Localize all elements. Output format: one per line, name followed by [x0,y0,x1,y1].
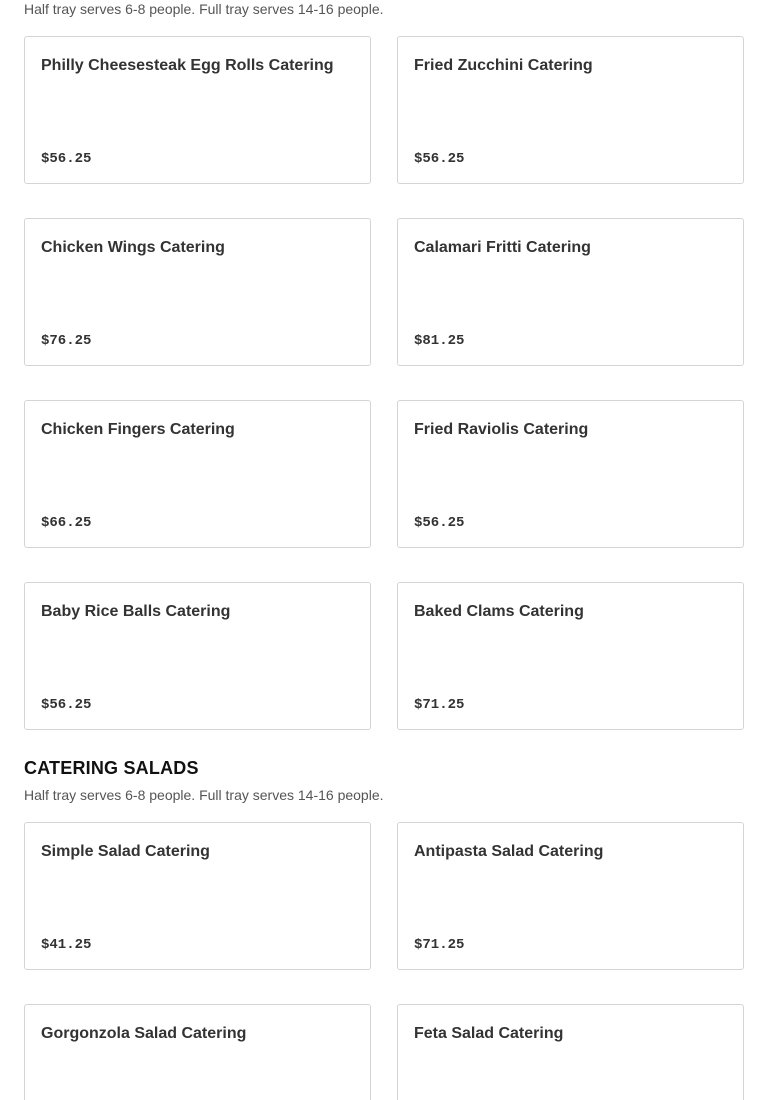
menu-item-price: $66.25 [41,515,92,531]
menu-item-price: $71.25 [414,697,465,713]
menu-item-card[interactable] [24,822,371,970]
menu-item-card[interactable] [24,400,371,548]
menu-item-card[interactable] [24,218,371,366]
menu-item-name: Baby Rice Balls Catering [41,603,231,620]
menu-item-card[interactable] [397,582,744,730]
menu-item-name: Antipasta Salad Catering [414,843,604,860]
menu-item-name: Baked Clams Catering [414,603,584,620]
menu-item-card[interactable] [397,400,744,548]
menu-item-card[interactable] [397,822,744,970]
menu-item-name: Gorgonzola Salad Catering [41,1025,247,1042]
menu-item-card[interactable] [397,1004,744,1100]
menu-item-name: Chicken Wings Catering [41,239,225,256]
menu-item-name: Fried Raviolis Catering [414,421,589,438]
section-description: Half tray serves 6-8 people. Full tray serves 14-16 people. [24,1,384,17]
menu-item-card[interactable] [397,218,744,366]
menu-item-price: $56.25 [414,515,465,531]
menu-item-price: $56.25 [41,697,92,713]
menu-item-card[interactable] [397,36,744,184]
menu-item-card[interactable] [24,582,371,730]
menu-item-price: $41.25 [41,937,92,953]
menu-item-name: Calamari Fritti Catering [414,239,591,256]
menu-item-name: Philly Cheesesteak Egg Rolls Catering [41,57,334,74]
menu-item-name: Feta Salad Catering [414,1025,564,1042]
section-description: Half tray serves 6-8 people. Full tray serves 14-16 people. [24,787,384,803]
menu-item-name: Fried Zucchini Catering [414,57,593,74]
menu-item-price: $56.25 [414,151,465,167]
menu-item-name: Chicken Fingers Catering [41,421,235,438]
menu-item-card[interactable] [24,1004,371,1100]
menu-item-price: $81.25 [414,333,465,349]
menu-item-card[interactable] [24,36,371,184]
section-title: CATERING SALADS [24,758,199,778]
menu-item-price: $71.25 [414,937,465,953]
menu-item-price: $76.25 [41,333,92,349]
menu-item-price: $56.25 [41,151,92,167]
menu-item-name: Simple Salad Catering [41,843,210,860]
